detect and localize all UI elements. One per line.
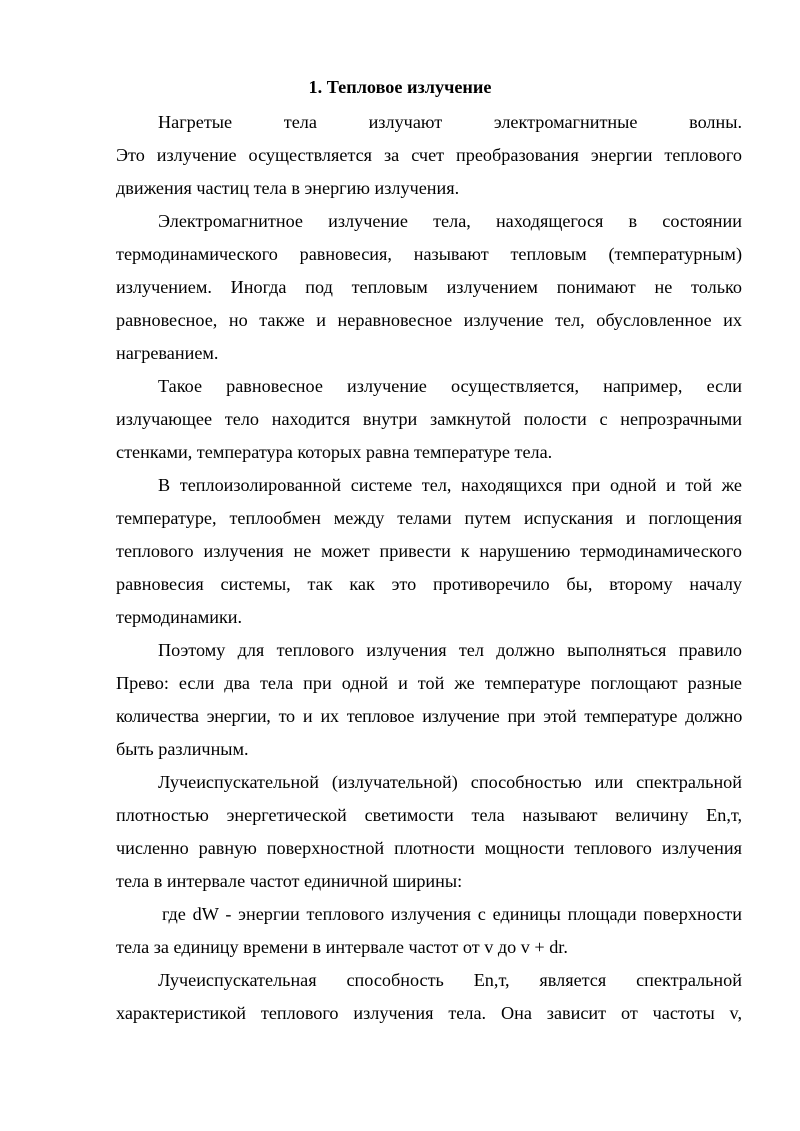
- text-line: Такое равновесное излучение осуществляется, например, если: [158, 376, 742, 396]
- text-line: теплового излучения не может привести к нарушению термодинамического: [116, 541, 742, 561]
- text-line: движения частиц тела в энергию излучения.: [116, 178, 460, 198]
- text-line: быть различным.: [116, 739, 249, 759]
- text-line: В теплоизолированной системе тел, находящихся при одной и той же: [158, 475, 742, 495]
- text-line: плотностью энергетической светимости тела называют величину Еn,т,: [116, 805, 742, 825]
- text-line: Поэтому для теплового излучения тел должно выполняться правило: [158, 640, 742, 660]
- text-line: тела за единицу времени в интервале частот от v до v + dr.: [116, 937, 568, 957]
- page-title: 1. Тепловое излучение: [308, 77, 492, 97]
- text-line: Это излучение осуществляется за счет преобразования энергии теплового: [116, 145, 742, 165]
- text-line: равновесное, но также и неравновесное излучение тел, обусловленное их: [116, 310, 742, 330]
- text-line: где dW - энергии теплового излучения с единицы площади поверхности: [162, 904, 742, 924]
- text-line: термодинамического равновесия, называют тепловым (температурным): [116, 244, 742, 264]
- text-line: равновесия системы, так как это противоречило бы, второму началу: [116, 574, 742, 594]
- text-line: Нагретые тела излучают электромагнитные волны.: [158, 112, 742, 132]
- text-line: характеристикой теплового излучения тела. Она зависит от частоты v,: [116, 1003, 742, 1023]
- text-line: Лучеиспускательная способность Еn,т, является спектральной: [158, 970, 742, 990]
- text-line: излучением. Иногда под тепловым излучением понимают не только: [116, 277, 742, 297]
- text-line: тела в интервале частот единичной ширины:: [116, 871, 463, 891]
- text-line: количества энергии, то и их тепловое излучение при этой температуре должно: [116, 706, 742, 726]
- text-line: термодинамики.: [116, 607, 243, 627]
- text-line: численно равную поверхностной плотности мощности теплового излучения: [116, 838, 742, 858]
- text-line: Электромагнитное излучение тела, находящегося в состоянии: [158, 211, 742, 231]
- text-line: температуре, теплообмен между телами путем испускания и поглощения: [116, 508, 742, 528]
- text-line: нагреванием.: [116, 343, 219, 363]
- text-line: стенками, температура которых равна температуре тела.: [116, 442, 553, 462]
- text-line: излучающее тело находится внутри замкнутой полости с непрозрачными: [116, 409, 742, 429]
- text-line: Лучеиспускательной (излучательной) способностью или спектральной: [158, 772, 742, 792]
- text-line: Прево: если два тела при одной и той же температуре поглощают разные: [116, 673, 742, 693]
